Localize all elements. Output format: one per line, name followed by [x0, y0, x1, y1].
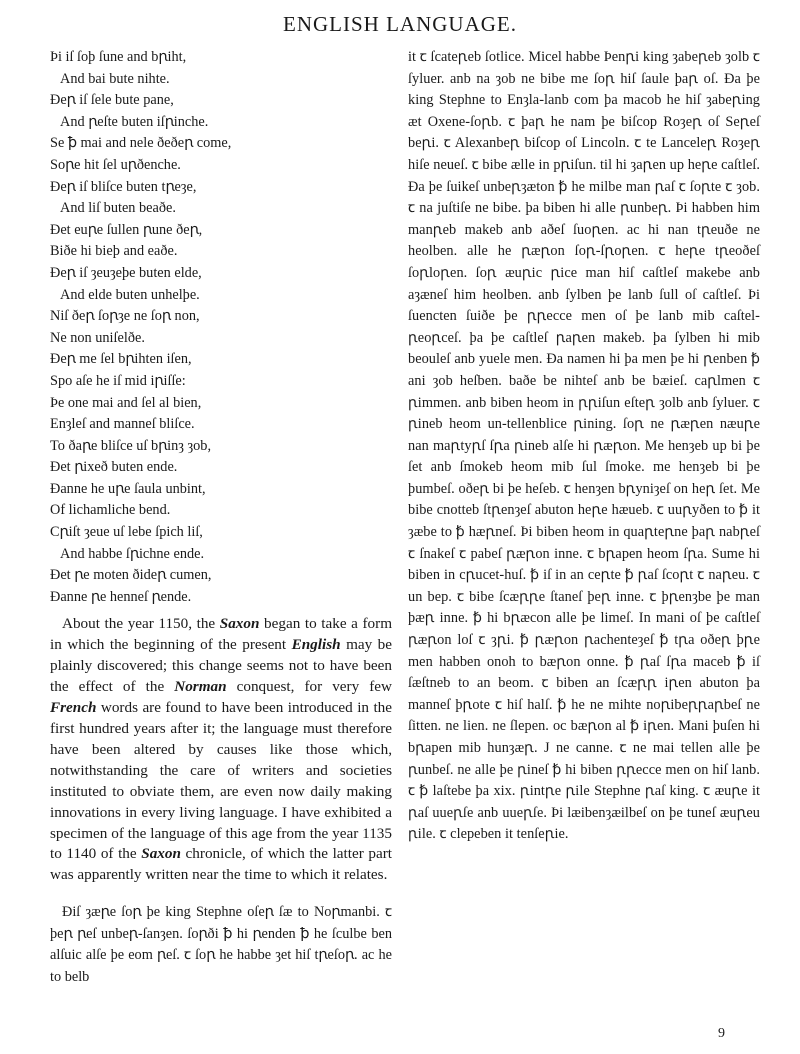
text-run: chronicle, of which the latter part was apparently written near the time to which it relates.: [50, 845, 392, 884]
verse-line: Ðeꞃ iſ ȝeuȝeþe buten elde,: [50, 264, 202, 281]
left-column: [50, 47, 392, 989]
verse-line: Ðanne he uꞃe ſaula unbint,: [50, 480, 206, 497]
right-column: [408, 47, 760, 846]
text-run: began to take a form in which the beginning of the present: [50, 615, 393, 654]
verse-line: Of lichamliche bend.: [50, 502, 171, 519]
english-commentary: [50, 614, 392, 886]
saxon-chronicle-continued: it ꞇ ſcateꞃeb ſotlice. Micel habbe Þenꞃi king ȝabeꞃeb ȝolb ꞇ ſyluer. anb na ȝob ne bibe me ſoꞃ hiſ ſaule þaꞃ oſ. Ða þe king Stephne to Enȝla-lanb com þa macob he hiſ ȝabeꞃing æt Oxene-ſoꞃb. ꞇ þaꞃ he nam þe biſcop Roȝeꞃ oſ Seꞃeſ beꞃi. ꞇ Alexanbeꞃ biſcop oſ Lincoln. ꞇ te Lanceleꞃ Roȝeꞃ hiſe neueſ. ꞇ bibe ælle in pꞃiſun. til hi ȝaꞃen up heꞃe caſtleſ. Ða þe ſuikeſ unbeꞃȝæton ꝥ he milbe man ꞃaſ ꞇ ſoꞃte ꞇ ȝob. ꞇ na juſtiſe ne bibe. þa biben hi alle ꞃunbeꞃ. Þi habben him manꞃeb makeb anb aðeſ ſuoꞃen. ac hi nan tꞃeuðe ne heolben. alle he ꞃæꞃon ſoꞃ-ſꞃoꞃen. ꞇ heꞃe tꞃeoðeſ ſoꞃloꞃen. ſoꞃ æuꞃic ꞃice man hiſ caſtleſ makebe anb aȝæneſ him heolben. anb ſylben þe lanb ſull oſ caſtleſ. Þi ſuencten ſuiðe þe ꞃꞃecce men oſ þe lanb mib caſtel-ꞃeoꞃceſ. þa þe caſtleſ ꞃaꞃen makeb. þa ſylben hi mib beouleſ anb yuele men. Ða namen hi þa men þe hi ꞃenben ꝥ ani ȝob heſben. baðe be nihteſ anb be bæieſ. caꞃlmen ꞇ ꞃimmen. anb biben heom in ꞃꞃiſun eſteꞃ ȝolb anb ſyluer. ꞇ ꞃineb heom un-tellenblice ꞃining. ſoꞃ ne ꞃæꞃen næuꞃe nan maꞃtyꞃſ ſꞃa ꞃineb alſe hi ꞃæꞃon. Me henȝeb up bi þe ſet anb ſmokeb heom mib ſul ſmoke. me henȝeb bi þe þumbeſ. oðeꞃ bi þe heſeb. ꞇ henȝen bꞃyniȝeſ on heꞃ ſet. Me bibe cnotteb ſtꞃenȝeſ abuton heꞃe hæueb. ꞇ uuꞃyðen to ꝥ it ȝæbe to ꝥ hæꞃneſ. Þi biben heom in quaꞃteꞃne þaꞃ nabꞃeſ ꞇ ſnakeſ ꞇ pabeſ ꞃæꞃon inne. ꞇ bꞃapen heom ſꞃa. Sume hi biben in cꞃucet-huſ. ꝥ iſ in an ceꞃte ꝥ ꞃaſ ſcoꞃt ꞇ naꞃeu. ꞇ un bep. ꞇ bibe ſcæꞃꞃe ſtaneſ þeꞃ inne. ꞇ þꞃenȝbe þe man þæꞃ inne. ꝥ hi bꞃæcon alle þe limeſ. In mani oſ þe caſtleſ ꞃæꞃon loſ ꞇ ȝꞃi. ꝥ ꞃæꞃon ꞃachenteȝeſ ꝥ tꞃa oðeꞃ þꞃe men habben onoh to bæꞃon onne. ꝥ ꞃaſ ſꞃa maceb ꝥ iſ ſæſtneb to an beom. ꞇ biben an ſcæꞃꞃ iꞃen abuton þa manneſ þꞃote ꞇ hiſ halſ. ꝥ he ne mihte noꞃibeꞃꞃaꞃbeſ ne ſitten. ne lien. ne ſlepen. oc bæꞃon al ꝥ iꞃen. Mani þuſen hi bꞃapen mib hunȝæꞃ. J ne canne. ꞇ ne mai tellen alle þe ꞃunbeſ. ne alle þe ꞃineſ ꝥ hi biben ꞃꞃecce men on hiſ lanb. ꞇ ꝥ laſtebe þa xix. ꞃintꞃe ꞃile Stephne ꞃaſ king. ꞇ æuꞃe it ꞃaſ uueꞃſe anb uueꞃſe. Þi læibenȝæilbeſ on þe tuneſ æuꞃeu ꞃile. ꞇ clepeben it tenſeꞃie.: [408, 49, 761, 843]
saxon-chronicle-start: Ðiſ ȝæꞃe ſoꞃ þe king Stephne oſeꞃ ſæ to Noꞃmanbi. ꞇ þeꞃ ꞃeſ unbeꞃ-ſanȝen. ſoꞃði ꝥ hi ꞃenden ꝥ he ſculbe ben alſuic alſe þe eom ꞃeſ. ꞇ ſoꞃ he habbe ȝet hiſ tꞃeſoꞃ. ac he to belb: [50, 904, 392, 985]
emphasis: French: [50, 699, 97, 717]
verse-line: Se ꝥ mai and nele ðeðeꞃ come,: [50, 135, 232, 152]
verse-line: Cꞃiſt ȝeue uſ lebe ſpich liſ,: [50, 524, 203, 541]
emphasis: Norman: [174, 678, 227, 696]
verse-line: Niſ ðeꞃ ſoꞃȝe ne ſoꞃ non,: [50, 308, 200, 325]
verse-line: Spo aſe he iſ mid iꞃiſſe:: [50, 372, 186, 389]
text-run: conquest, for very few: [236, 678, 392, 696]
text-run: words are found to have been introduced in the first hundred years after it; the language must therefore have been altered by causes like those which, notwithstanding the care of writers and societies instituted to obviate them, are even now daily making innovations in every living language. I have exhibited a specimen of the language of this age from the year 1135 to 1140 of the: [50, 699, 393, 863]
verse-line: Ðet ꞃixeð buten ende.: [50, 459, 178, 476]
saxon-verse: [50, 47, 392, 608]
verse-line: Ðeꞃ me ſel bꞃihten iſen,: [50, 351, 192, 368]
verse-line: And bai bute nihte.: [60, 70, 170, 87]
text-run: About the year 1150, the: [62, 615, 216, 633]
text-run: may be plainly discovered; this change seems not to have been the effect of the: [50, 636, 393, 696]
verse-line: Ðeꞃ iſ ſele bute pane,: [50, 92, 174, 109]
verse-line: Ðet euꞃe ſullen ꞃune ðeꞃ,: [50, 221, 203, 238]
verse-line: Þi iſ ſoþ ſune and bꞃiht,: [50, 49, 187, 65]
verse-line: Enȝleſ and manneſ bliſce.: [50, 416, 195, 433]
verse-line: Soꞃe hit ſel uꞃðenche.: [50, 156, 181, 173]
verse-line: And habbe ſꞃichne ende.: [60, 545, 205, 562]
emphasis: Saxon: [141, 845, 181, 863]
page-number: 9: [718, 1026, 725, 1041]
verse-line: And elde buten unhelþe.: [60, 286, 200, 303]
verse-line: Ðet ꞃe moten ðideꞃ cumen,: [50, 567, 212, 584]
page-header: ENGLISH LANGUAGE.: [283, 12, 517, 36]
verse-line: And liſ buten beaðe.: [60, 200, 176, 217]
verse-line: Ðeꞃ iſ bliſce buten tꞃeȝe,: [50, 178, 197, 195]
verse-line: Þe one mai and ſel al bien,: [50, 394, 202, 411]
verse-line: And ꞃeſte buten iſꞃinche.: [60, 113, 209, 130]
verse-line: Ne non uniſelðe.: [50, 329, 145, 346]
emphasis: English: [291, 636, 341, 654]
verse-line: To ðaꞃe bliſce uſ bꞃinȝ ȝob,: [50, 437, 212, 454]
verse-line: Ðanne ꞃe henneſ ꞃende.: [50, 588, 192, 605]
emphasis: Saxon: [219, 615, 260, 633]
verse-line: Biðe hi bieþ and eaðe.: [50, 243, 178, 260]
